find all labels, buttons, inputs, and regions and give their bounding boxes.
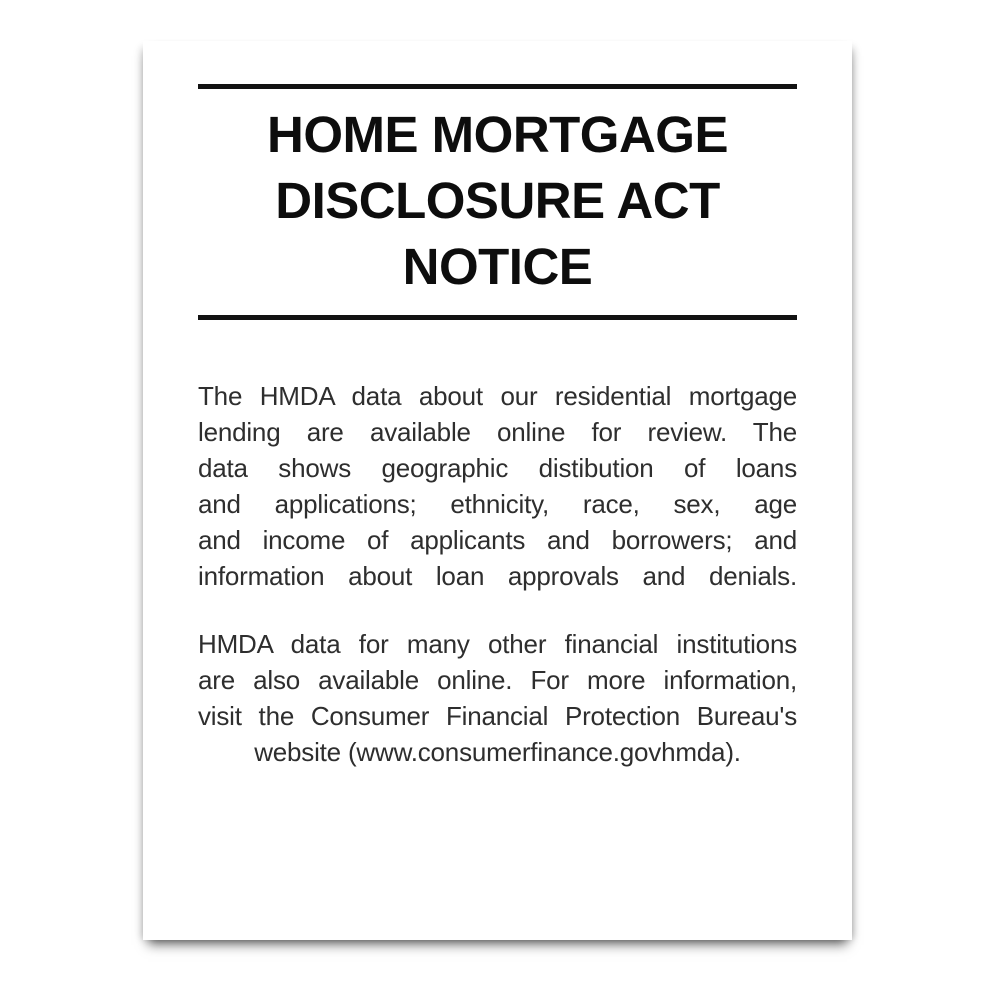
notice-paragraph-2-line: are also available online. For more information,	[198, 665, 797, 695]
hmda-notice-poster	[143, 41, 852, 940]
notice-paragraph-1-line: lending are available online for review. The	[198, 417, 797, 447]
notice-title-line: HOME MORTGAGE	[267, 106, 728, 163]
notice-paragraph-2-line: HMDA data for many other financial institutions	[198, 629, 797, 659]
notice-title-line: NOTICE	[402, 238, 593, 295]
title-rule-bottom	[198, 315, 797, 320]
notice-paragraph-1-line: data shows geographic distibution of loans	[198, 453, 797, 483]
notice-paragraph-2-line: visit the Consumer Financial Protection Bureau's	[198, 701, 797, 731]
notice-body	[198, 378, 797, 770]
notice-paragraph-1-line: and income of applicants and borrowers; and	[198, 525, 797, 555]
notice-paragraph-2-line: website (www.consumerfinance.govhmda).	[254, 737, 741, 767]
title-rule-top	[198, 84, 797, 89]
notice-paragraph-1-line: and applications; ethnicity, race, sex, age	[198, 489, 797, 519]
notice-paragraph-1	[198, 378, 797, 594]
notice-paragraph-1-line: The HMDA data about our residential mortgage	[198, 381, 797, 411]
notice-paragraph-2	[198, 626, 797, 770]
notice-title	[198, 102, 797, 300]
notice-paragraph-1-line: information about loan approvals and denials.	[198, 561, 797, 591]
notice-title-line: DISCLOSURE ACT	[275, 172, 720, 229]
